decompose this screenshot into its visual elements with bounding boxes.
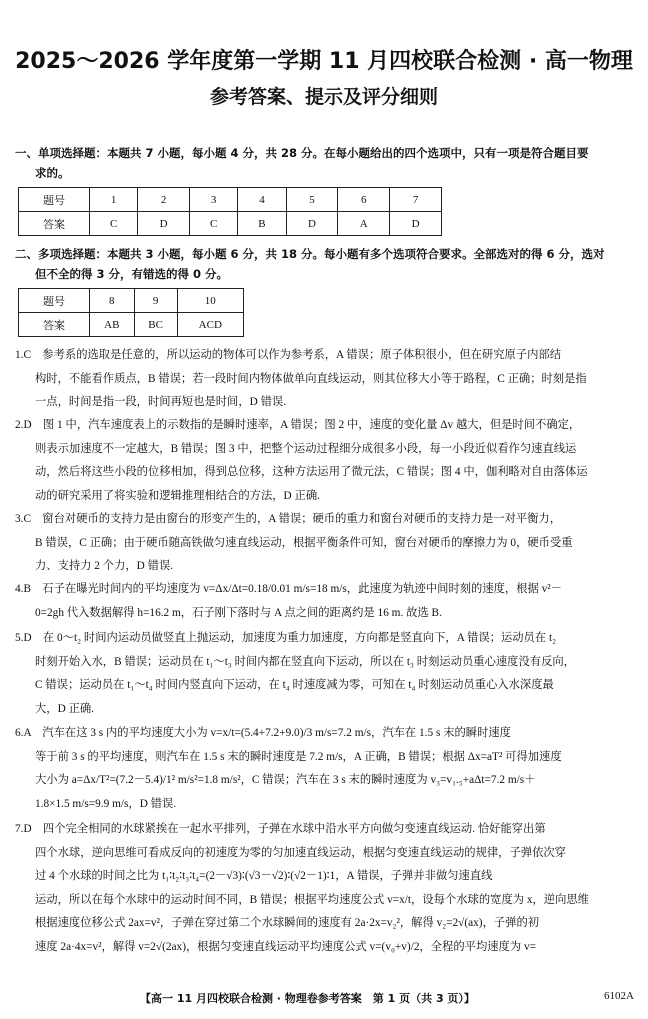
table-row [19,188,442,212]
section-2-heading-line: 但不全的得 3 分，有错选的得 0 分。 [35,267,229,281]
page-subtitle: 参考答案、提示及评分细则 [209,86,438,108]
question-number-cell: 6 [338,188,390,212]
multiple-choice-answer-table [18,288,244,337]
table-row [19,313,244,337]
footer-page-info: 【高一 11 月四校联合检测 · 物理卷参考答案 第 1 页（共 3 页）】 [140,992,475,1005]
explanation-line: 大小为 a=Δx/T²=(7.2－5.4)/1² m/s²=1.8 m/s²，C 错误；汽车在 3 s 末的瞬时速度为 v₃=v₁.₅+aΔt=7.2 m/s＋ [35,774,536,786]
explanation-line: 1.8×1.5 m/s=9.9 m/s，D 错误. [35,797,177,810]
section-2-heading [15,244,640,284]
explanation-line: 3.C 窗台对硬币的支持力是由窗台的形变产生的，A 错误；硬币的重力和窗台对硬币的支持力是一对平衡力， [15,513,562,525]
answer-cell: C [190,212,238,236]
question-number-cell: 1 [90,188,138,212]
question-number-cell: 7 [390,188,442,212]
section-1-heading-line: 求的。 [35,166,70,180]
answer-cell: D [390,212,442,236]
explanation-line: 力、支持力 2 个力，D 错误. [35,560,174,572]
question-number-cell: 8 [90,289,135,313]
explanation-line: 过 4 个水球的时间之比为 t₁∶t₂∶t₃∶t₄=(2－√3)∶(√3－√2)∶(√2－1)∶1，A 错误，子弹并非做匀速直线 [35,870,493,882]
table-row [19,212,442,236]
explanation-line: 等于前 3 s 的平均速度，则汽车在 1.5 s 末的瞬时速度是 7.2 m/s，A 正确，B 错误；根据 Δx=aT² 可得加速度 [35,750,562,763]
explanation-item-2 [15,414,640,508]
answer-cell: BC [134,313,177,337]
answer-cell: B [238,212,286,236]
explanation-line: 速度 2a·4x=v²，解得 v=2√(2ax)，根据匀变速直线运动平均速度公式 v=(v₀+v)/2，全程的平均速度为 v= [35,940,536,953]
explanation-line: 5.D 在 0～t₂ 时间内运动员做竖直上抛运动，加速度为重力加速度，方向都是竖直向下，A 错误；运动员在 t₂ [15,632,557,644]
table-header-cell: 题号 [19,188,90,212]
question-number-cell: 9 [134,289,177,313]
explanation-item-7 [15,818,640,959]
section-1-heading [15,143,640,183]
footer-paper-code: 6102A [604,990,634,1002]
explanation-line: 6.A 汽车在这 3 s 内的平均速度大小为 v=x/t=(5.4+7.2+9.0)/3 m/s=7.2 m/s，汽车在 1.5 s 末的瞬时速度 [15,727,511,739]
explanation-line: 大，D 正确. [35,702,94,715]
explanation-line: C 错误；运动员在 t₁～t₄ 时间内竖直向下运动，在 t₄ 时速度减为零，可知在 t₄ 时刻运动员重心入水深度最 [35,679,554,691]
explanation-line: B 错误，C 正确；由于硬币随高铁做匀速直线运动，根据平衡条件可知，窗台对硬币的摩擦力为 0，硬币受重 [35,536,573,549]
answer-cell: ACD [177,313,243,337]
question-number-cell: 4 [238,188,286,212]
explanation-line: 时刻开始入水，B 错误；运动员在 t₁～t₃ 时间内都在竖直向下运动，所以在 t₃ 时刻运动员重心速度没有反向， [35,655,575,668]
explanation-line: 4.B 石子在曝光时间内的平均速度为 v=Δx/Δt=0.18/0.01 m/s=18 m/s，此速度为轨迹中间时刻的速度，根据 v²－ [15,583,562,595]
explanation-item-1 [15,344,640,415]
page-title: 2025～2026 学年度第一学期 11 月四校联合检测 · 高一物理 [15,49,633,74]
explanation-line: 一点，时间是指一段，时间再短也是时间，D 错误. [35,396,287,408]
table-header-cell: 答案 [19,212,90,236]
explanation-line: 运动，所以在每个水球中的运动时间不同，B 错误；根据平均速度公式 v=x/t，设每个水球的宽度为 x，逆向思维 [35,893,589,906]
explanation-item-3 [15,508,640,579]
explanation-item-4 [15,578,640,625]
explanation-line: 0=2gh 代入数据解得 h=16.2 m，石子刚下落时与 A 点之间的距离约是 16 m. 故选 B. [35,606,442,619]
explanation-line: 动，然后将这些小段的位移相加，得到总位移，这种方法运用了微元法，C 错误；图 4 中，伽利略对自由落体运 [35,466,588,478]
answer-cell: D [286,212,338,236]
answer-cell: A [338,212,390,236]
explanation-line: 则表示加速度不一定越大，B 错误；图 3 中，把整个运动过程细分成很多小段，每一小段近似看作匀速直线运 [35,442,577,455]
table-header-cell: 题号 [19,289,90,313]
explanation-line: 四个水球，逆向思维可看成反向的初速度为零的匀加速直线运动，根据匀变速直线运动的规律，子弹依次穿 [35,846,566,859]
explanation-line: 7.D 四个完全相同的水球紧挨在一起水平排列，子弹在水球中沿水平方向做匀变速直线运动. 恰好能穿出第 [15,823,546,835]
explanation-line: 2.D 图 1 中，汽车速度表上的示数指的是瞬时速率，A 错误；图 2 中，速度的变化量 Δv 越大，但是时间不确定， [15,419,581,431]
section-1-heading-line: 一、单项选择题：本题共 7 小题，每小题 4 分，共 28 分。在每小题给出的四个选项中，只有一项是符合题目要 [15,146,589,160]
single-choice-answer-table [18,187,442,236]
table-header-cell: 答案 [19,313,90,337]
explanation-line: 根据速度位移公式 2ax=v²，子弹在穿过第二个水球瞬间的速度有 2a·2x=v₂²，解得 v₂=2√(ax)，子弹的初 [35,917,540,929]
question-number-cell: 2 [138,188,190,212]
section-2-heading-line: 二、多项选择题：本题共 3 小题，每小题 6 分，共 18 分。每小题有多个选项符合要求。全部选对的得 6 分，选对 [15,247,605,261]
question-number-cell: 5 [286,188,338,212]
question-number-cell: 10 [177,289,243,313]
explanation-line: 构时，不能看作质点，B 错误；若一段时间内物体做单向直线运动，则其位移大小等于路程，C 正确；时刻是指 [35,372,587,385]
answer-cell: D [138,212,190,236]
explanation-line: 1.C 参考系的选取是任意的，所以运动的物体可以作为参考系，A 错误；原子体积很小，但在研究原子内部结 [15,349,562,361]
explanation-item-6 [15,722,640,816]
question-number-cell: 3 [190,188,238,212]
explanation-line: 动的研究采用了将实验和逻辑推理相结合的方法，D 正确. [35,489,320,502]
explanation-item-5 [15,627,640,721]
answer-cell: C [90,212,138,236]
answer-cell: AB [90,313,135,337]
table-row [19,289,244,313]
